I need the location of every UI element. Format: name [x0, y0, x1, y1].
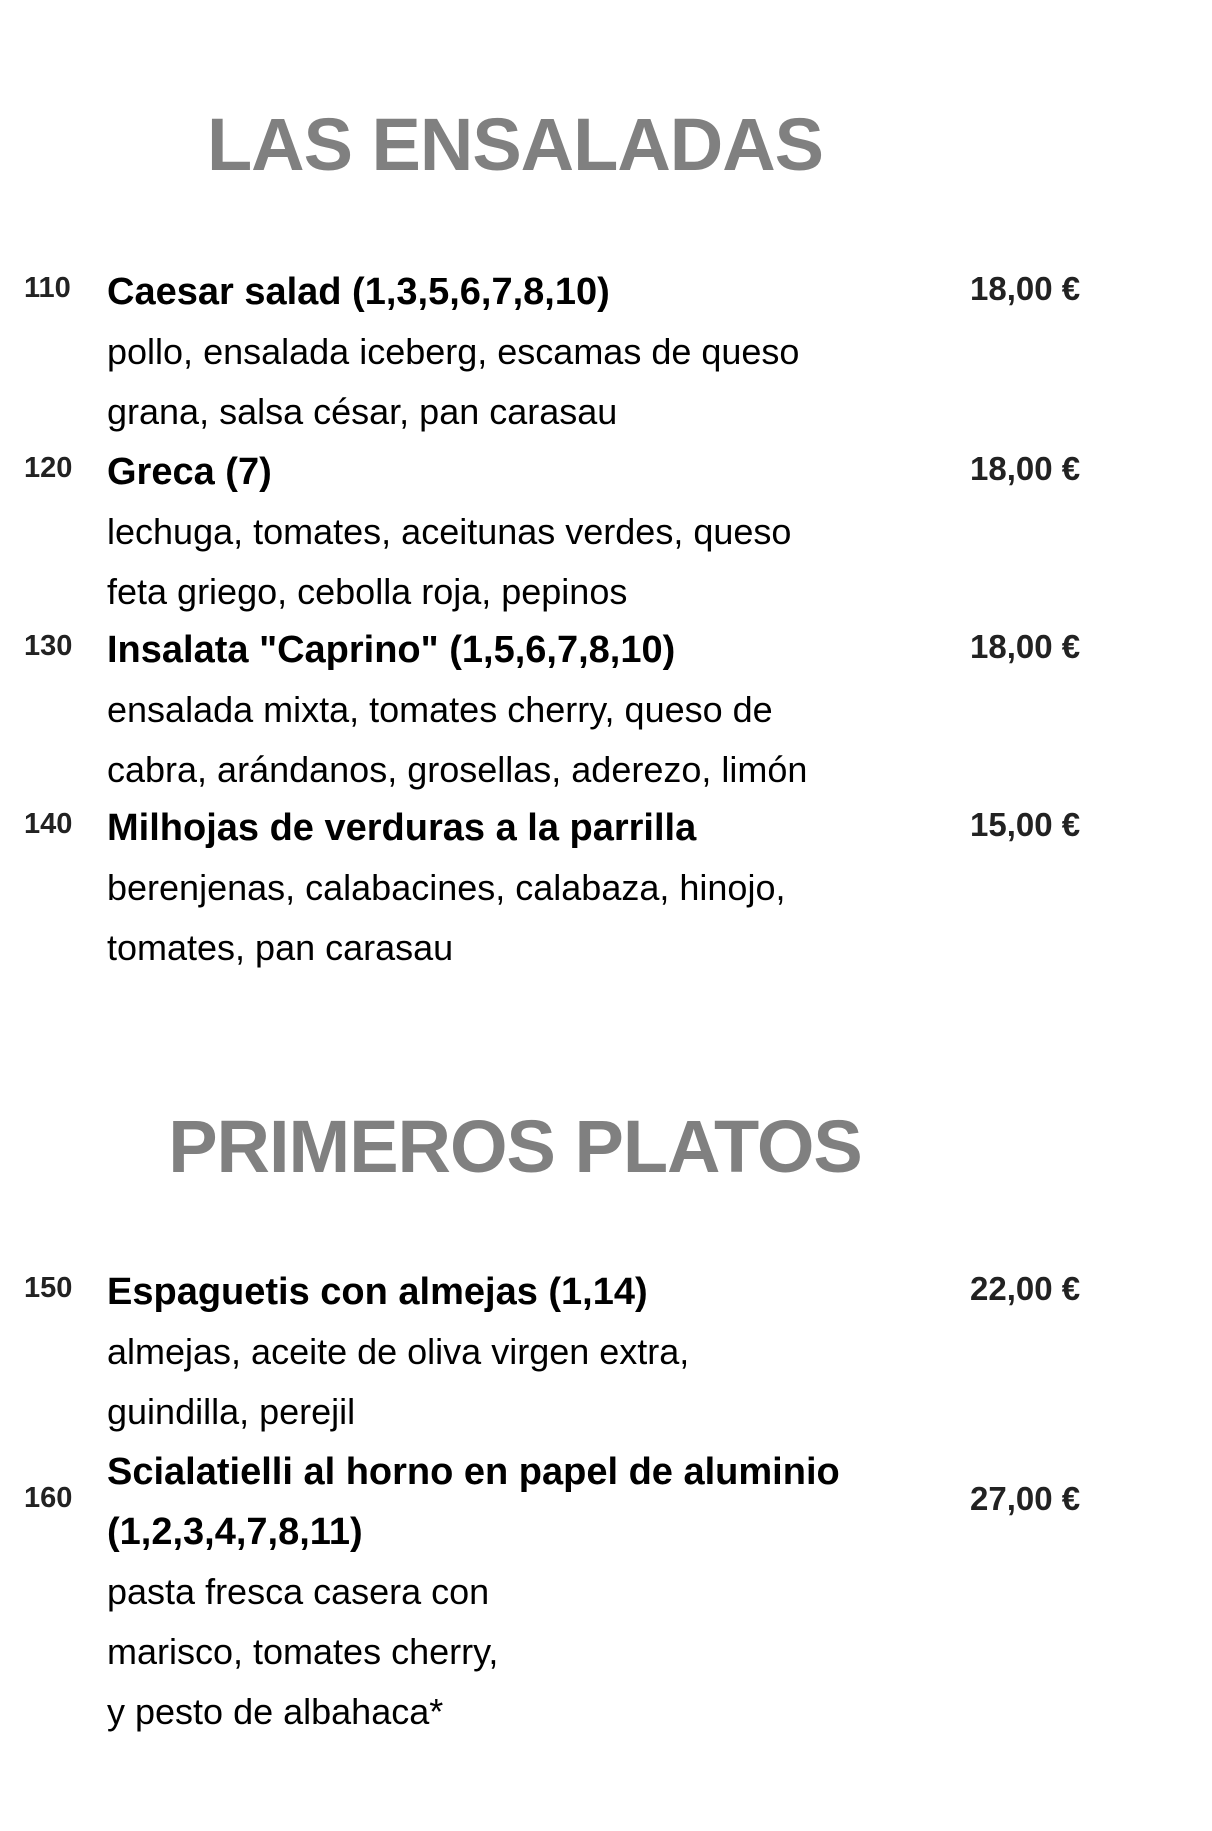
item-number: 130 — [24, 630, 73, 662]
item-description-line: marisco, tomates cherry, — [107, 1631, 499, 1672]
item-description — [107, 502, 927, 622]
item-price: 18,00 € — [970, 628, 1081, 665]
item-name — [107, 1262, 927, 1322]
item-description-line: grana, salsa césar, pan carasau — [107, 391, 618, 432]
item-name-line: Milhojas de verduras a la parrilla — [107, 807, 697, 849]
item-description-line: pasta fresca casera con — [107, 1571, 490, 1612]
item-description-line: ensalada mixta, tomates cherry, queso de — [107, 689, 773, 730]
item-price: 15,00 € — [970, 806, 1081, 843]
item-name-line: Espaguetis con almejas (1,14) — [107, 1271, 648, 1313]
item-price: 18,00 € — [970, 450, 1081, 487]
item-name — [107, 262, 927, 322]
item-price: 22,00 € — [970, 1270, 1081, 1307]
item-number: 110 — [24, 272, 71, 304]
item-description-line: pollo, ensalada iceberg, escamas de queso — [107, 331, 800, 372]
item-description-line: feta griego, cebolla roja, pepinos — [107, 571, 628, 612]
item-name-line: Scialatielli al horno en papel de aluminio — [107, 1451, 840, 1493]
item-description-line: guindilla, perejil — [107, 1391, 356, 1432]
item-price: 18,00 € — [970, 270, 1081, 307]
item-description — [107, 858, 927, 978]
item-number: 160 — [24, 1482, 73, 1514]
item-number: 150 — [24, 1272, 73, 1304]
item-name-line: Caesar salad (1,3,5,6,7,8,10) — [107, 271, 610, 313]
item-description-line: y pesto de albahaca* — [107, 1691, 444, 1732]
item-name — [107, 442, 927, 502]
item-description — [107, 322, 927, 442]
item-name — [107, 1442, 927, 1562]
item-description-line: cabra, arándanos, grosellas, aderezo, limón — [107, 749, 808, 790]
item-description-line: almejas, aceite de oliva virgen extra, — [107, 1331, 690, 1372]
item-description-line: lechuga, tomates, aceitunas verdes, queso — [107, 511, 792, 552]
section-title-ensaladas: LAS ENSALADAS — [206, 103, 824, 186]
item-number: 140 — [24, 808, 73, 840]
item-description — [107, 1322, 927, 1442]
item-description — [107, 1562, 927, 1742]
item-description-line: berenjenas, calabacines, calabaza, hinojo, — [107, 867, 786, 908]
item-name-line: (1,2,3,4,7,8,11) — [107, 1511, 363, 1553]
item-price: 27,00 € — [970, 1480, 1081, 1517]
item-name — [107, 798, 927, 858]
item-description-line: tomates, pan carasau — [107, 927, 454, 968]
item-number: 120 — [24, 452, 73, 484]
item-name-line: Insalata "Caprino" (1,5,6,7,8,10) — [107, 629, 676, 671]
item-description — [107, 680, 927, 800]
item-name-line: Greca (7) — [107, 451, 272, 493]
item-name — [107, 620, 927, 680]
section-title-primeros-platos: PRIMEROS PLATOS — [168, 1105, 862, 1188]
